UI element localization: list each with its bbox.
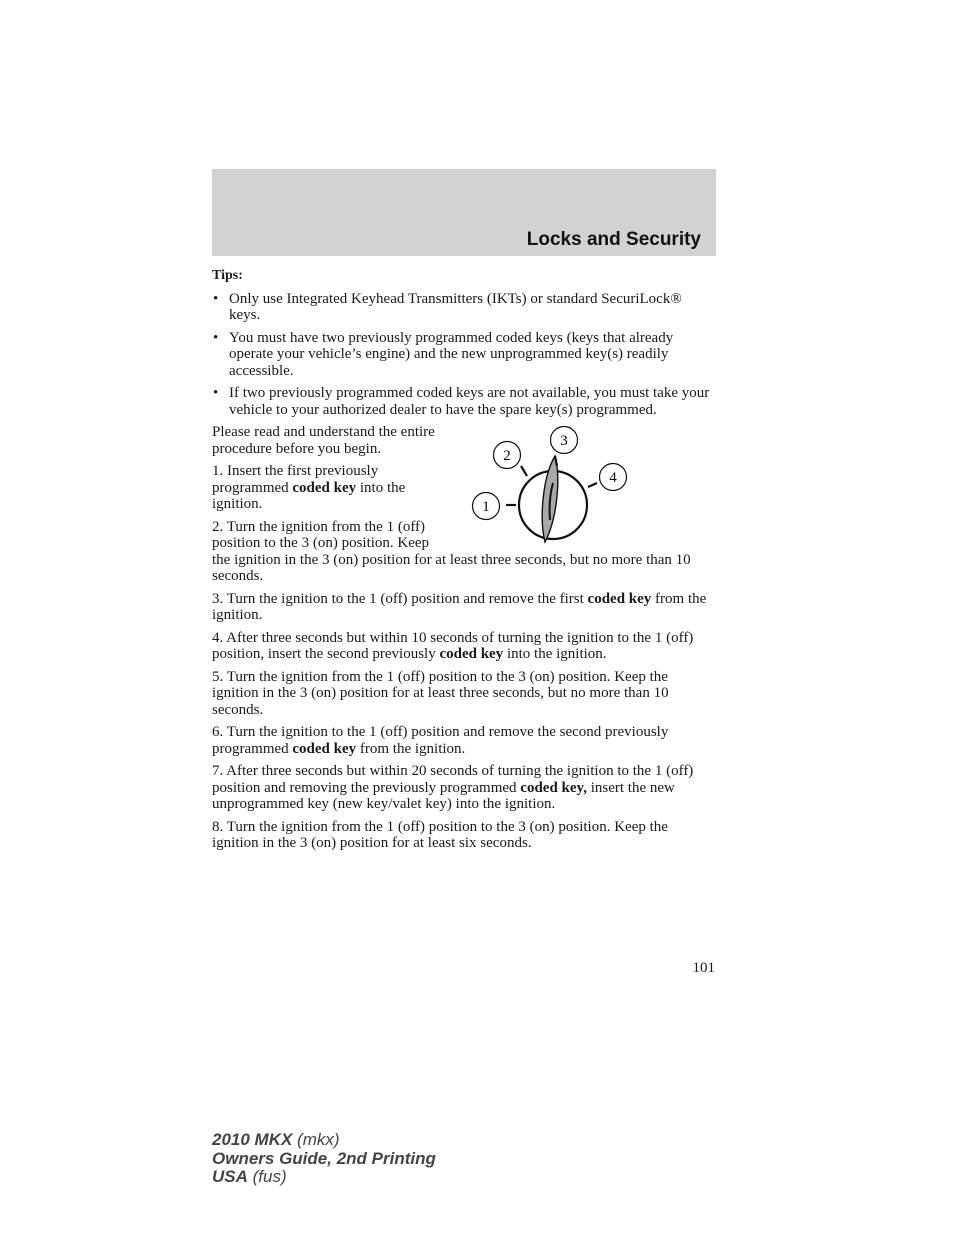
step-7: 7. After three seconds but within 20 seconds of turning the ignition to the 1 (off) position and removing the previously programmed coded key, insert the new unprogrammed key (new key/valet key) into the ignition. xyxy=(212,763,694,812)
footer-line-2: Owners Guide, 2nd Printing xyxy=(212,1148,436,1168)
document-footer xyxy=(212,1131,436,1187)
position-4-label: 4 xyxy=(609,470,617,486)
tips-list xyxy=(212,291,716,419)
section-header-band xyxy=(212,169,716,256)
intro-paragraph: Please read and understand the entire procedure before you begin. xyxy=(212,424,435,457)
step-1: 1. Insert the first previously programmed coded key into the ignition. xyxy=(212,463,406,512)
footer-line-3: USA (fus) xyxy=(212,1167,287,1186)
position-2-label: 2 xyxy=(503,448,511,464)
tip-item: • If two previously programmed coded keys are not available, you must take your vehicle to your authorized dealer to have the spare key(s) programmed. xyxy=(212,385,716,418)
tip-item: • You must have two previously programmed coded keys (keys that already operate your vehicle’s engine) and the new unprogrammed key(s) readily accessible. xyxy=(212,330,716,380)
step-6: 6. Turn the ignition to the 1 (off) position and remove the second previously programmed coded key from the ignition. xyxy=(212,724,669,757)
page-content xyxy=(212,268,716,858)
tick-4 xyxy=(588,483,597,487)
tips-label: Tips: xyxy=(212,268,243,283)
position-3-label: 3 xyxy=(560,433,568,449)
tick-2 xyxy=(521,466,527,476)
step-5: 5. Turn the ignition from the 1 (off) position to the 3 (on) position. Keep the ignition in the 3 (on) position for at least three seconds, but no more than 10 seconds. xyxy=(212,668,669,718)
section-title: Locks and Security xyxy=(526,229,701,250)
tip-item: • Only use Integrated Keyhead Transmitters (IKTs) or standard SecuriLock® keys. xyxy=(212,291,716,324)
page-number: 101 xyxy=(692,960,715,976)
step-3: 3. Turn the ignition to the 1 (off) position and remove the first coded key from the ignition. xyxy=(212,590,707,623)
ignition-diagram xyxy=(460,416,716,546)
step-8: 8. Turn the ignition from the 1 (off) position to the 3 (on) position. Keep the ignition in the 3 (on) position for at least six seconds. xyxy=(212,818,668,851)
footer-line-1: 2010 MKX (mkx) xyxy=(212,1130,340,1149)
position-1-label: 1 xyxy=(482,499,490,515)
step-4: 4. After three seconds but within 10 seconds of turning the ignition to the 1 (off) position, insert the second previously coded key into the ignition. xyxy=(212,629,694,662)
step-2: 2. Turn the ignition from the 1 (off) position to the 3 (on) position. Keep the ignition in the 3 (on) position for at least three seconds, but no more than 10 seconds. xyxy=(212,518,691,584)
